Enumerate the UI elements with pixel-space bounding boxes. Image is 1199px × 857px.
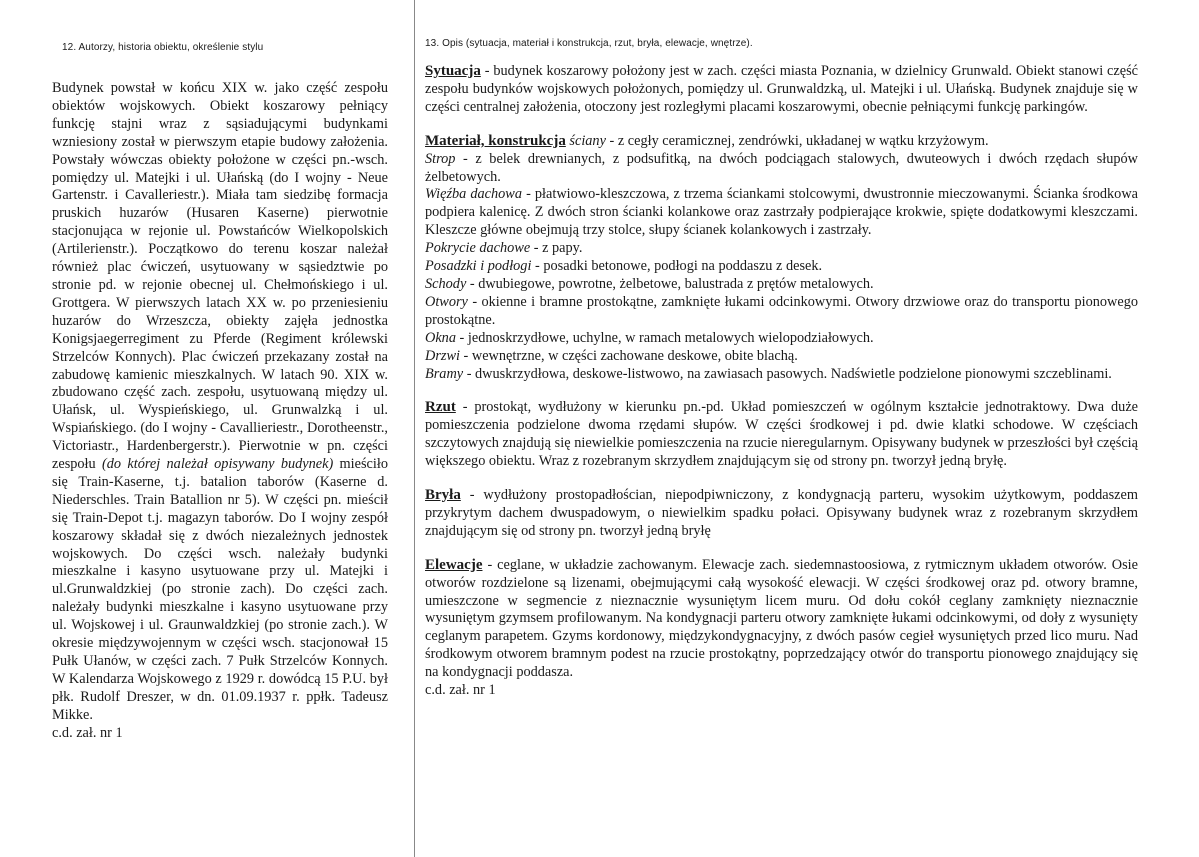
heading-elewacje: Elewacje bbox=[425, 556, 483, 573]
text-bryla: - wydłużony prostopadłościan, niepodpiwniczony, z kondygnacją parteru, wysokim użytkowym, poddaszem przykrytym dachem dwuspadowym, o niewielkim spadku połaci. Opisywany budynek wraz z rozebranym skrzydłem znajdującym się od strony pn. tworzył jedną bryłę bbox=[425, 487, 1138, 539]
history-column bbox=[52, 80, 388, 743]
material-text-2: - płatwiowo-kleszczowa, z trzema ściankami stolcowymi, dwustronnie mieczowanymi. Ścianka środkowa podpiera kalenicę. Z dwóch stron ścianki kolankowe oraz zastrzały podpierające krokwie, spięte dodatkowymi kleszczami. Kleszcze główne obejmują trzy stolce, słupy ścianek kolankowych i zastrzały. bbox=[425, 186, 1139, 239]
section-rzut bbox=[425, 399, 1138, 471]
material-label-3: Pokrycie dachowe bbox=[425, 240, 531, 257]
section-sytuacja bbox=[425, 63, 1138, 117]
material-label-7: Okna bbox=[425, 329, 456, 346]
history-text: Budynek powstał w końcu XIX w. jako część zespołu obiektów wojskowych. Obiekt koszarowy pełniący funkcję stajni wraz z sąsiadującymi budynkami wzniesiony został w pierwszym etapie budowy założenia. Powstały wówczas obiekty położone w części pn.-wsch. pomiędzy ul. Matejki i ul. Ułańską (do I wojny - Neue Gartenstr. i Cavalleriestr.). Miała tam siedzibę formacja pruskich huzarów (Husaren Kaserne) pierwotnie stacjonująca w rejonie ul. Powstańców Wielkopolskich (Artilerienstr.). Początkowo do terenu koszar należał również plac ćwiczeń, usytuowany w sąsiedztwie po stronie pd. w rejonie obecnej ul. Chełmońskiego i ul. Grottgera. W pierwszych latach XX w. po przeniesieniu huzarów do Wrzeszcza, obiekty zajęła jednostka Konigsjaegerregiment zu Pferde (Regiment królewski Strzelców Konnych). Plac ćwiczeń przekazany został na zabudowę kamienic mieszkalnych. W latach 90. XIX w. zbudowano część zach. zespołu, usytuowaną między ul. Ułańsk, ul. Wyspieńskiego, ul. Grunwalzką i ul. Wspiańskiego. (do I wojny - Cavallieriestr., Dorotheenstr., Victoriastr., Hardenbergerstr.). Pierwotnie w pn. części zespołu bbox=[52, 80, 388, 473]
section-bryla bbox=[425, 487, 1138, 541]
material-label-0: ściany bbox=[569, 132, 606, 149]
material-text-4: - posadki betonowe, podłogi na poddaszu z desek. bbox=[535, 258, 823, 275]
right-section-header: 13. Opis (sytuacja, materiał i konstrukcja, rzut, bryła, elewacje, wnętrze). bbox=[425, 38, 753, 49]
heading-rzut: Rzut bbox=[425, 399, 456, 416]
heading-bryla: Bryła bbox=[425, 487, 461, 504]
text-sytuacja: - budynek koszarowy położony jest w zach. części miasta Poznania, w dzielnicy Grunwald. Obiekt stanowi część zespołu budynków wojskowych położonych, pomiędzy ul. Grunwaldzką, ul. Matejki i ul. Ułańską. Budynek znajduje się w części centralnej założenia, otoczony jest rozległymi placami koszarowymi, obecnie pełniącymi funkcję parkingów. bbox=[425, 63, 1139, 115]
description-column bbox=[425, 63, 1138, 700]
material-text-1: - z belek drewnianych, z podsufitką, na dwóch podciągach stalowych, dwuteowych i dwóch rzędach słupów żelbetowych. bbox=[425, 150, 1138, 185]
left-footer-note: c.d. zał. nr 1 bbox=[52, 724, 123, 741]
material-text-0: - z cegły ceramicznej, zendrówki, układanej w wątku krzyżowym. bbox=[609, 132, 989, 149]
material-text-6: - okienne i bramne prostokątne, zamknięte łukami odcinkowymi. Otwory drzwiowe oraz do transportu pionowego prostokątne. bbox=[425, 293, 1138, 328]
column-divider bbox=[414, 0, 415, 857]
material-text-8: - wewnętrzne, w części zachowane deskowe, obite blachą. bbox=[463, 347, 798, 364]
material-label-6: Otwory bbox=[425, 293, 468, 310]
text-rzut: - prostokąt, wydłużony w kierunku pn.-pd. Układ pomieszczeń w ogólnym kształcie jednotraktowy. Dwa duże pomieszczenia podzielone dwoma rzędami słupów. W części środkowej i pd. dwie klatki schodowe. W częściach szczytowych znajdują się niewielkie pomieszczenia na rzucie nieregularnym. Opisywany budynek w przeszłości był częścią większego obiektu. Wraz z rozebranym skrzydłem znajdującym się od strony pn. tworzył jedną bryłę. bbox=[425, 399, 1139, 470]
section-material bbox=[425, 133, 1138, 384]
material-text-3: - z papy. bbox=[533, 240, 583, 257]
material-label-8: Drzwi bbox=[425, 347, 460, 364]
material-label-2: Więźba dachowa bbox=[425, 186, 522, 203]
material-label-5: Schody bbox=[425, 275, 467, 292]
text-elewacje: - ceglane, w układzie zachowanym. Elewacje zach. siedemnastoosiowa, z rytmicznym układem otworów. Osie otworów rozdzielone są lizenami, obejmującymi całą wysokość elewacji. W części środkowej oraz pd. otwory bramne, umieszczone w segmencie z nieznacznie wysuniętym licem muru. Od dołu cokół ceglany zamknięty nieznacznie wysuniętym gzymsem profilowanym. Na kondygnacji parteru otwory zamknięte łukami odcinkowymi, od doły z wysunięty ceglanym parapetem. Gzyms kordonowy, międzykondygnacyjny, z dwóch pasów cegieł wysuniętych przed lico muru. Nad środkowym otworem bramnym podest na rzucie prostokątny, poprzedzający otwór do transportu pionowego znajdujący się na kondygnacji poddasza. bbox=[425, 556, 1138, 681]
right-footer-note: c.d. zał. nr 1 bbox=[425, 682, 496, 699]
material-label-1: Strop bbox=[425, 150, 456, 167]
history-text-continued: mieściło się Train-Kaserne, t.j. batalion taborów (Kaserne d. Niederschles. Train Batallion nr 5). W części pn. mieścił się Train-Depot t.j. magazyn taborów. Do I wojny zespół koszarowy składał się z dwóch niezależnych jednostek wojskowych. Do części wsch. należały budynki mieszkalne i kasyno usytuowane przy ul. Matejki i ul.Grunwaldzkiej (po stronie zach). Do części zach. należały budynki mieszkalne i kasyno usytuowane przy ul. Wojskowej i ul. Graunwaldzkiej (po stronie zach.). W okresie międzywojennym w części wsch. stacjonował 15 Pułk Ułanów, w części zach. 7 Pułk Strzelców Konnych. W Kalendarza Wojskowego z 1929 r. dowódcą 15 P.U. był płk. Rudolf Dreszer, w dn. 01.09.1937 r. ppłk. Tadeusz Mikke. bbox=[52, 456, 388, 723]
material-label-4: Posadzki i podłogi bbox=[425, 258, 532, 275]
material-text-5: - dwubiegowe, powrotne, żelbetowe, balustrada z prętów metalowych. bbox=[469, 275, 874, 292]
heading-material: Materiał, konstrukcja bbox=[425, 132, 566, 149]
history-italic-note: (do której należał opisywany budynek) bbox=[102, 456, 334, 473]
history-paragraph bbox=[52, 80, 388, 725]
heading-sytuacja: Sytuacja bbox=[425, 63, 481, 79]
section-elewacje bbox=[425, 557, 1138, 700]
material-text-9: - dwuskrzydłowa, deskowe-listwowo, na zawiasach pasowych. Nadświetle podzielone pionowymi szczeblinami. bbox=[466, 365, 1112, 382]
left-section-header: 12. Autorzy, historia obiektu, określenie stylu bbox=[62, 42, 264, 53]
material-text-7: - jednoskrzydłowe, uchylne, w ramach metalowych wielopodziałowych. bbox=[459, 329, 874, 346]
material-label-9: Bramy bbox=[425, 365, 464, 382]
